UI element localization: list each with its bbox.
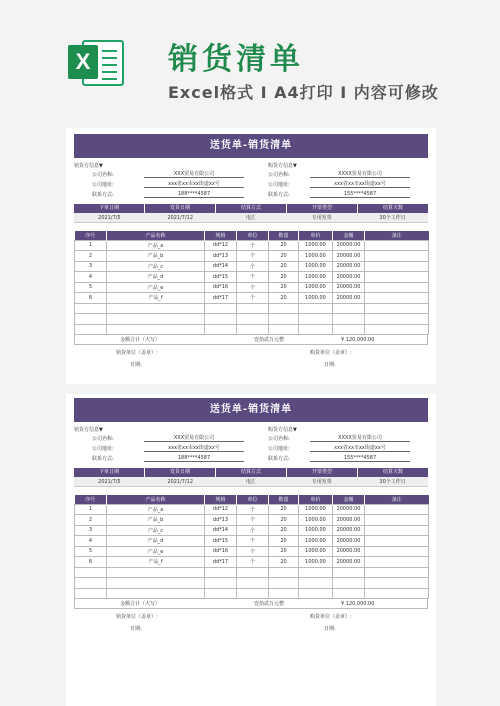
form-title: 送货单-销货清单 [74,398,428,422]
table-cell[interactable]: 个 [237,546,269,557]
table-cell[interactable]: dd*12 [205,504,237,515]
band-value[interactable]: 30个工作日 [379,215,406,221]
column-header: 规格 [205,231,237,240]
table-cell[interactable]: 产品_b [107,515,205,526]
table-cell[interactable] [107,567,205,578]
field-label: 公司名称: [268,436,290,442]
total-row [74,335,428,345]
band-value[interactable]: 专用发票 [311,215,332,221]
field-value[interactable]: 188****4587 [144,454,244,462]
table-cell[interactable] [269,567,299,578]
table-cell[interactable] [269,324,299,335]
table-cell[interactable]: 1000.00 [299,536,333,547]
table-cell[interactable] [237,578,269,589]
table-cell[interactable]: 20000.00 [333,282,365,293]
table-cell[interactable]: 5 [75,282,107,293]
table-cell[interactable]: 产品_a [107,240,205,251]
field-label: 联系方式: [92,192,114,198]
table-row [75,567,429,578]
table-cell[interactable] [299,588,333,599]
table-cell[interactable] [237,314,269,325]
table-cell[interactable] [75,303,107,314]
table-cell[interactable]: 20 [269,504,299,515]
table-cell[interactable] [205,588,237,599]
table-cell[interactable]: 6 [75,557,107,568]
table-cell[interactable] [205,303,237,314]
table-cell[interactable]: 个 [237,261,269,272]
total-words[interactable]: 壹拾贰万元整 [253,601,284,607]
table-cell[interactable] [365,567,429,578]
table-row [75,282,429,293]
table-cell[interactable] [75,578,107,589]
table-cell[interactable]: 个 [237,282,269,293]
table-cell[interactable]: 个 [237,251,269,262]
band-value[interactable]: 电汇 [245,215,256,221]
table-cell[interactable] [333,588,365,599]
table-cell[interactable]: 1000.00 [299,546,333,557]
band-value[interactable]: 专用发票 [311,479,332,485]
table-cell[interactable] [365,557,429,568]
table-cell[interactable]: 20 [269,251,299,262]
order-info-header [74,468,428,477]
sender-section-label: 销货方信息▼ [74,163,103,169]
table-cell[interactable] [269,588,299,599]
items-table [74,495,429,599]
signature-area [74,609,428,635]
field-label: 联系方式: [92,456,114,462]
table-cell[interactable] [333,303,365,314]
table-cell[interactable]: 产品_b [107,251,205,262]
table-cell[interactable]: 产品_f [107,557,205,568]
column-header: 备注 [365,495,429,504]
table-cell[interactable]: dd*16 [205,282,237,293]
table-cell[interactable]: 2 [75,515,107,526]
table-cell[interactable] [205,324,237,335]
table-cell[interactable] [365,536,429,547]
column-header: 单位 [237,231,269,240]
table-cell[interactable] [237,324,269,335]
order-info-values [74,477,428,487]
items-table [74,231,429,335]
field-label: 公司名称: [268,172,290,178]
table-cell[interactable]: 1 [75,240,107,251]
band-header: 发货日期 [145,204,216,213]
band-value[interactable]: 2021/7/12 [167,215,194,221]
table-row [75,272,429,283]
table-cell[interactable] [237,567,269,578]
party-info [74,158,428,204]
band-value[interactable]: 电汇 [245,479,256,485]
table-cell[interactable]: dd*16 [205,546,237,557]
band-header: 结算天数 [382,205,403,211]
party-info [74,422,428,468]
column-header: 备注 [365,231,429,240]
table-cell[interactable] [269,303,299,314]
table-cell[interactable] [107,578,205,589]
table-cell[interactable]: 20000.00 [333,293,365,304]
table-row [75,536,429,547]
table-cell[interactable]: dd*14 [205,261,237,272]
table-cell[interactable]: 1000.00 [299,240,333,251]
table-cell[interactable]: 20000.00 [333,536,365,547]
buyer-seal-label: 购货单位（盖章）: [310,614,352,620]
table-cell[interactable] [365,293,429,304]
band-header: 结算方式 [216,204,287,213]
document-paper [66,128,436,706]
order-info-values [74,213,428,223]
table-cell[interactable] [107,314,205,325]
table-cell[interactable]: 20 [269,557,299,568]
table-cell[interactable]: 个 [237,525,269,536]
field-label: 公司地址: [92,446,114,452]
table-cell[interactable]: dd*12 [205,240,237,251]
column-header: 序号 [75,231,107,240]
table-cell[interactable] [365,314,429,325]
table-cell[interactable]: 1000.00 [299,515,333,526]
band-value[interactable]: 2021/7/5 [98,215,121,221]
total-words[interactable]: 壹拾贰万元整 [253,337,284,343]
table-cell[interactable]: 20000.00 [333,557,365,568]
table-cell[interactable]: 产品_f [107,293,205,304]
total-label: 金额合计（大写） [119,601,160,607]
table-cell[interactable] [299,567,333,578]
field-value[interactable]: XXXX贸易有限公司 [310,170,410,178]
buyer-date-label: 日期: [324,362,336,368]
band-header: 发货日期 [145,468,216,477]
table-row [75,504,429,515]
table-cell[interactable]: 1000.00 [299,261,333,272]
table-cell[interactable] [269,578,299,589]
table-cell[interactable] [75,588,107,599]
band-value[interactable]: 2021/7/5 [98,479,121,485]
table-cell[interactable]: 20000.00 [333,525,365,536]
table-row [75,293,429,304]
signature-area [74,345,428,371]
table-cell[interactable]: 1000.00 [299,251,333,262]
table-cell[interactable] [299,324,333,335]
field-label: 公司地址: [268,446,290,452]
table-cell[interactable] [299,314,333,325]
field-label: 公司名称: [92,172,114,178]
table-cell[interactable] [365,546,429,557]
table-cell[interactable]: 20000.00 [333,240,365,251]
total-row [74,599,428,609]
page-subtitle: Excel格式 I A4打印 I 内容可修改 [168,83,439,102]
table-cell[interactable]: 20 [269,293,299,304]
table-cell[interactable]: 2 [75,251,107,262]
page-title: 销货清单 [168,42,304,77]
table-row [75,546,429,557]
table-cell[interactable]: 3 [75,261,107,272]
table-cell[interactable]: 3 [75,525,107,536]
table-cell[interactable] [365,525,429,536]
column-header: 金额 [333,495,365,504]
table-cell[interactable] [333,324,365,335]
table-cell[interactable] [75,324,107,335]
field-label: 联系方式: [268,192,290,198]
table-row [75,557,429,568]
promo-header [0,0,500,125]
table-row [75,251,429,262]
field-value[interactable]: XXX贸易有限公司 [144,170,244,178]
band-header: 开票类型 [287,468,358,477]
table-cell[interactable]: 20000.00 [333,261,365,272]
excel-icon [66,38,126,88]
table-cell[interactable] [299,303,333,314]
table-cell[interactable] [107,324,205,335]
table-cell[interactable]: 1 [75,504,107,515]
table-header-row [75,495,429,504]
table-cell[interactable] [365,588,429,599]
table-cell[interactable] [269,314,299,325]
table-cell[interactable] [365,515,429,526]
table-cell[interactable] [299,578,333,589]
buyer-section-label: 购货方信息▼ [268,427,297,433]
table-cell[interactable] [365,324,429,335]
table-cell[interactable]: 产品_d [107,536,205,547]
table-row [75,515,429,526]
table-cell[interactable] [365,251,429,262]
table-cell[interactable]: 20 [269,261,299,272]
table-cell[interactable]: 20 [269,515,299,526]
table-cell[interactable] [365,303,429,314]
band-header: 开票类型 [287,204,358,213]
order-info-header [74,204,428,213]
band-header: 结算天数 [382,469,403,475]
table-cell[interactable] [205,567,237,578]
seller-seal-label: 销货单位（盖章）: [116,350,158,356]
table-cell[interactable]: 20000.00 [333,251,365,262]
table-cell[interactable]: 1000.00 [299,557,333,568]
table-row [75,261,429,272]
table-cell[interactable]: dd*15 [205,272,237,283]
seller-date-label: 日期: [130,362,142,368]
table-cell[interactable]: 4 [75,536,107,547]
field-label: 公司地址: [92,182,114,188]
table-cell[interactable] [365,240,429,251]
table-cell[interactable]: dd*15 [205,536,237,547]
table-cell[interactable]: 产品_e [107,546,205,557]
table-header-row [75,231,429,240]
column-header: 数量 [269,495,299,504]
table-row [75,314,429,325]
table-cell[interactable] [365,578,429,589]
table-cell[interactable]: 20000.00 [333,515,365,526]
table-cell[interactable]: 20 [269,546,299,557]
field-value[interactable]: XXXX贸易有限公司 [310,434,410,442]
table-cell[interactable] [333,567,365,578]
form-title: 送货单-销货清单 [74,134,428,158]
band-header: 下单日期 [74,204,145,213]
table-row [75,525,429,536]
column-header: 单价 [299,231,333,240]
table-cell[interactable]: 产品_c [107,261,205,272]
table-cell[interactable]: 20 [269,240,299,251]
band-header: 下单日期 [74,468,145,477]
table-cell[interactable]: 1000.00 [299,293,333,304]
seller-date-label: 日期: [130,626,142,632]
table-cell[interactable] [237,588,269,599]
band-value[interactable]: 2021/7/12 [167,479,194,485]
buyer-seal-label: 购货单位（盖章）: [310,350,352,356]
table-cell[interactable]: 20 [269,282,299,293]
field-label: 联系方式: [268,456,290,462]
table-cell[interactable] [237,303,269,314]
table-cell[interactable]: 4 [75,272,107,283]
table-cell[interactable] [75,567,107,578]
table-cell[interactable]: 5 [75,546,107,557]
table-cell[interactable]: 20 [269,525,299,536]
table-cell[interactable]: 个 [237,240,269,251]
field-value[interactable]: XXX贸易有限公司 [144,434,244,442]
table-cell[interactable]: 个 [237,557,269,568]
field-value[interactable]: xxx省xx市xx街道xx号 [310,180,410,188]
column-header: 产品名称 [107,231,205,240]
invoice-form [74,398,428,635]
table-row [75,303,429,314]
column-header: 数量 [269,231,299,240]
table-cell[interactable] [365,272,429,283]
table-cell[interactable]: 20000.00 [333,546,365,557]
column-header: 序号 [75,495,107,504]
table-cell[interactable]: 1000.00 [299,504,333,515]
total-value[interactable]: ¥ 120,000.00 [341,337,375,343]
sender-section-label: 销货方信息▼ [74,427,103,433]
band-header: 结算方式 [216,468,287,477]
column-header: 单价 [299,495,333,504]
buyer-section-label: 购货方信息▼ [268,163,297,169]
table-cell[interactable] [333,578,365,589]
table-cell[interactable]: 产品_d [107,272,205,283]
field-value[interactable]: 155****4587 [310,190,410,198]
table-row [75,324,429,335]
table-cell[interactable]: 1000.00 [299,525,333,536]
column-header: 规格 [205,495,237,504]
field-label: 公司地址: [268,182,290,188]
table-cell[interactable]: 20000.00 [333,272,365,283]
page-gap [66,384,436,394]
field-value[interactable]: xxx省xx市xx街道xx号 [144,180,244,188]
table-cell[interactable] [205,314,237,325]
column-header: 产品名称 [107,495,205,504]
column-header: 金额 [333,231,365,240]
table-row [75,588,429,599]
table-cell[interactable]: 个 [237,504,269,515]
field-value[interactable]: xxx省xx市xx街道xx号 [144,444,244,452]
table-cell[interactable] [205,578,237,589]
table-cell[interactable] [107,303,205,314]
band-value[interactable]: 30个工作日 [379,479,406,485]
table-cell[interactable]: 1000.00 [299,282,333,293]
table-row [75,240,429,251]
table-cell[interactable]: 20 [269,272,299,283]
total-value[interactable]: ¥ 120,000.00 [341,601,375,607]
table-cell[interactable]: 个 [237,293,269,304]
table-cell[interactable]: 个 [237,272,269,283]
table-cell[interactable]: 个 [237,515,269,526]
invoice-form [74,134,428,371]
column-header: 单位 [237,495,269,504]
table-cell[interactable]: 个 [237,536,269,547]
table-cell[interactable]: dd*14 [205,525,237,536]
table-cell[interactable] [365,261,429,272]
table-row [75,578,429,589]
table-cell[interactable]: 产品_c [107,525,205,536]
table-cell[interactable]: 产品_e [107,282,205,293]
table-cell[interactable] [365,504,429,515]
table-cell[interactable]: dd*17 [205,293,237,304]
table-cell[interactable] [365,282,429,293]
excel-x-badge: X [68,45,98,79]
table-cell[interactable]: 产品_a [107,504,205,515]
field-value[interactable]: 188****4587 [144,190,244,198]
table-cell[interactable]: dd*13 [205,515,237,526]
table-cell[interactable]: 20000.00 [333,504,365,515]
buyer-date-label: 日期: [324,626,336,632]
table-cell[interactable]: 20 [269,536,299,547]
field-value[interactable]: xxx省xx市xx街道xx号 [310,444,410,452]
table-cell[interactable] [107,588,205,599]
field-label: 公司名称: [92,436,114,442]
table-cell[interactable]: 6 [75,293,107,304]
field-value[interactable]: 155****4587 [310,454,410,462]
table-cell[interactable] [333,314,365,325]
table-cell[interactable]: dd*13 [205,251,237,262]
table-cell[interactable] [75,314,107,325]
total-label: 金额合计（大写） [119,337,160,343]
table-cell[interactable]: dd*17 [205,557,237,568]
table-cell[interactable]: 1000.00 [299,272,333,283]
seller-seal-label: 销货单位（盖章）: [116,614,158,620]
